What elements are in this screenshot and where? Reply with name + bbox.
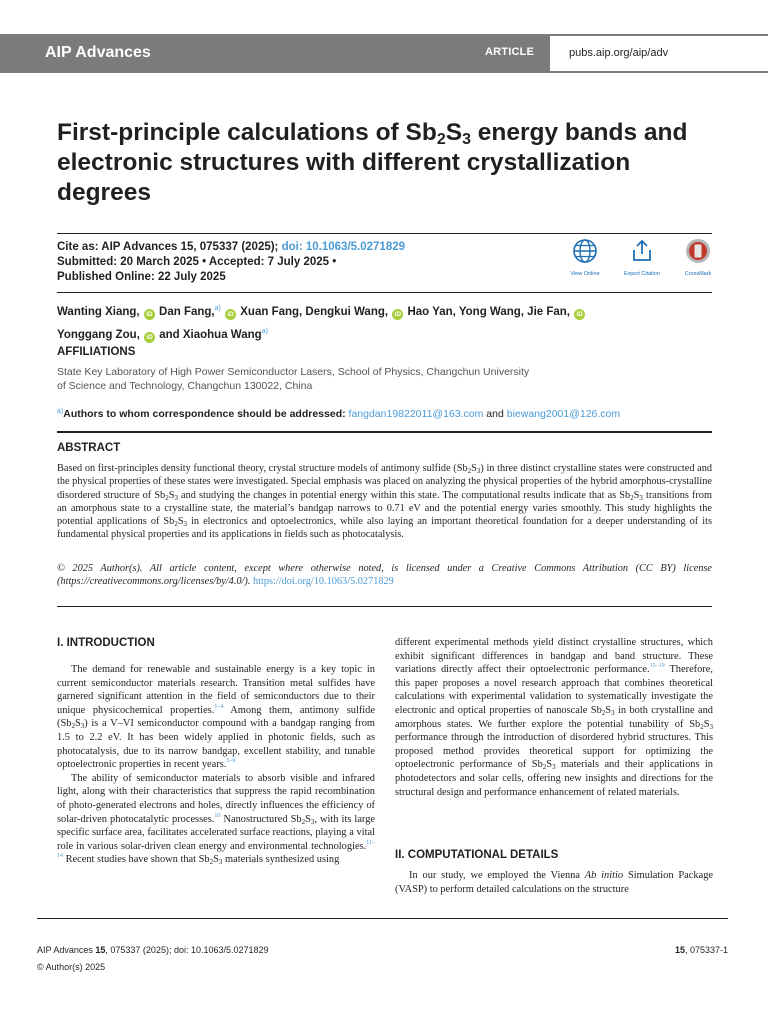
introduction-text: The demand for renewable and sustainable energy is a key topic in current semiconductor materials research. Transition metal sulfides have garnered significant attention in the field of semiconductors due to their unique physicochemical properties.$^{1-4}$ Among them, antimony sulfide (Sb2S3) is a V–VI semiconductor compound with a bandgap ranging from 1.5 to 2.2 eV. It has been widely applied in photonic fields, such as photocatalysis, due to its narrow bandgap, excellent stability, and tunable optoelectronic properties in recent years.$^{5-9}$ The ability of semiconductor materials to absorb visible and infrared light, along with their characteristics that suppress the rapid recombination of photo-generated electrons and holes, directly influences the efficiency of solar-driven photocatalytic processes.$^{10}$ Nanostructured Sb2S3, with its large specific surface area, facilitates accelerated surface reactions, playing a vital role in various solar-driven clean energy and environmental technologies.$^{11-14}$ Recent studies have shown that Sb2S3 materials synthesized using bbox=[57, 664, 376, 867]
article-title: First-principle calculations of $Sb_2S_3$ energy bands and electronic structures with different crystallization degrees bbox=[57, 119, 688, 206]
correspondence-note: $^{a)}$Authors to whom correspondence should be addressed: fangdan19822011@163.com and biewang2001@126.com bbox=[57, 408, 621, 420]
computational-details-heading: II. COMPUTATIONAL DETAILS bbox=[395, 849, 559, 861]
journal-url-link[interactable]: pubs.aip.org/aip/adv bbox=[569, 47, 669, 59]
orcid-icon[interactable]: iD bbox=[574, 309, 585, 320]
export-citation-label: Export Citation bbox=[623, 271, 661, 277]
article-type-label: ARTICLE bbox=[485, 46, 535, 58]
view-online-button[interactable] bbox=[565, 238, 605, 277]
author-list: Wanting Xiang, iD Dan Fang,$^{a)}$ iD Xuan Fang, Dengkui Wang, iD Hao Yan, Yong Wang, Jie Fan, iD Yonggang Zou, iD and Xiaohua Wang$^{a)}$ bbox=[57, 299, 707, 345]
body-divider bbox=[57, 606, 712, 607]
orcid-icon[interactable]: iD bbox=[144, 332, 155, 343]
author-name[interactable]: Yonggang Zou, bbox=[57, 329, 140, 341]
export-icon bbox=[629, 238, 655, 264]
footer-divider bbox=[37, 918, 728, 919]
citation-ref[interactable]: 1–4 bbox=[214, 703, 224, 710]
globe-icon bbox=[572, 238, 598, 264]
right-column-text: different experimental methods yield distinct crystalline structures, which exhibit significant differences in bandgap and band structure. These variations directly affect their optoelectronic performance.$^{15-19}$ Therefore, this paper proposes a novel research approach that combines theoretical calculations with experimental validation to systematically investigate the electronic and optical properties of nanoscale Sb2S3 in both crystalline and amorphous states. We further explore the potential tunability of Sb2S3 performance through the introduction of disordered hybrid structures. This proposed method provides theoretical support for optimizing the optoelectronic performance of Sb2S3 materials and their applications in photodetectors and solar cells, offering new insights and directions for the structural design and performance enhancement of related materials. bbox=[395, 637, 714, 798]
author-name[interactable]: and Xiaohua Wang bbox=[159, 329, 262, 341]
affiliations-heading: AFFILIATIONS bbox=[57, 346, 136, 358]
orcid-icon[interactable]: iD bbox=[144, 309, 155, 320]
crossmark-icon bbox=[685, 238, 711, 264]
abstract-heading: ABSTRACT bbox=[57, 442, 121, 454]
meta-divider bbox=[57, 292, 712, 293]
affiliation-text: State Key Laboratory of High Power Semiconductor Lasers, School of Physics, Changchun University of Science and Technology, Changchun 130022, China bbox=[57, 366, 530, 392]
email-link[interactable]: fangdan19822011@163.com bbox=[348, 408, 484, 420]
author-name[interactable]: Xuan Fang, Dengkui Wang, bbox=[240, 306, 389, 318]
license-text: © 2025 Author(s). All article content, except where otherwise noted, is licensed under a Creative Commons Attribution (CC BY) license (https://creativecommons.org/licenses/by/4.0/). https://doi.org/10.1063/5.0271829 bbox=[57, 563, 712, 588]
footer-citation: AIP Advances 15, 075337 (2025); doi: 10.1063/5.0271829 bbox=[37, 945, 269, 955]
doi-link[interactable]: doi: 10.1063/5.0271829 bbox=[281, 241, 406, 253]
introduction-heading: I. INTRODUCTION bbox=[57, 637, 155, 649]
published-line: Published Online: 22 July 2025 bbox=[57, 271, 226, 283]
email-link[interactable]: biewang2001@126.com bbox=[506, 408, 621, 420]
orcid-icon[interactable]: iD bbox=[225, 309, 236, 320]
doi-url-link[interactable]: https://doi.org/10.1063/5.0271829 bbox=[252, 576, 394, 588]
orcid-icon[interactable]: iD bbox=[392, 309, 403, 320]
abstract-divider bbox=[57, 431, 712, 433]
crossmark-button[interactable] bbox=[678, 238, 718, 277]
computational-details-text: In our study, we employed the Vienna Ab initio Simulation Package (VASP) to perform detailed calculations on the structure bbox=[395, 870, 714, 895]
citation-ref[interactable]: 10 bbox=[214, 812, 221, 819]
journal-name[interactable]: AIP Advances bbox=[45, 44, 151, 61]
export-citation-button[interactable] bbox=[622, 238, 662, 277]
abstract-text: Based on first-principles density functional theory, crystal structure models of antimony sulfide (Sb2S3) in three distinct crystalline states were constructed and the physical properties of these states were investigated. Special emphasis was placed on analyzing the physical properties of the hybrid amorphous-crystalline disordered structure of Sb2S3 and studying the changes in potential energy within this state. The computational results indicate that as Sb2S3 transitions from an amorphous state to a crystalline state, the material’s bandgap narrows to 0.71 eV and the potential energy varies smoothly. This study highlights the potential applications of Sb2S3 in electronics and optoelectronics, while also laying an important theoretical foundation for a deeper understanding of its fundamental physical properties and its applications in fields such as photocatalysis. bbox=[57, 463, 712, 541]
footer-copyright: © Author(s) 2025 bbox=[37, 962, 106, 972]
citation-ref[interactable]: 11–14 bbox=[57, 839, 375, 860]
author-name[interactable]: Dan Fang, bbox=[159, 306, 215, 318]
citation-ref[interactable]: 5–9 bbox=[226, 758, 236, 765]
title-divider bbox=[57, 233, 712, 234]
dates-line: Submitted: 20 March 2025 • Accepted: 7 July 2025 • bbox=[57, 256, 337, 268]
author-name[interactable]: Wanting Xiang, bbox=[57, 306, 140, 318]
citation-line: Cite as: AIP Advances 15, 075337 (2025); doi: 10.1063/5.0271829 bbox=[57, 241, 406, 253]
crossmark-label: CrossMark bbox=[684, 271, 712, 277]
citation-ref[interactable]: 15–19 bbox=[649, 663, 665, 670]
author-name[interactable]: Hao Yan, Yong Wang, Jie Fan, bbox=[407, 306, 571, 318]
view-online-label: View Online bbox=[570, 271, 600, 277]
page-number: 15, 075337-1 bbox=[674, 945, 728, 955]
